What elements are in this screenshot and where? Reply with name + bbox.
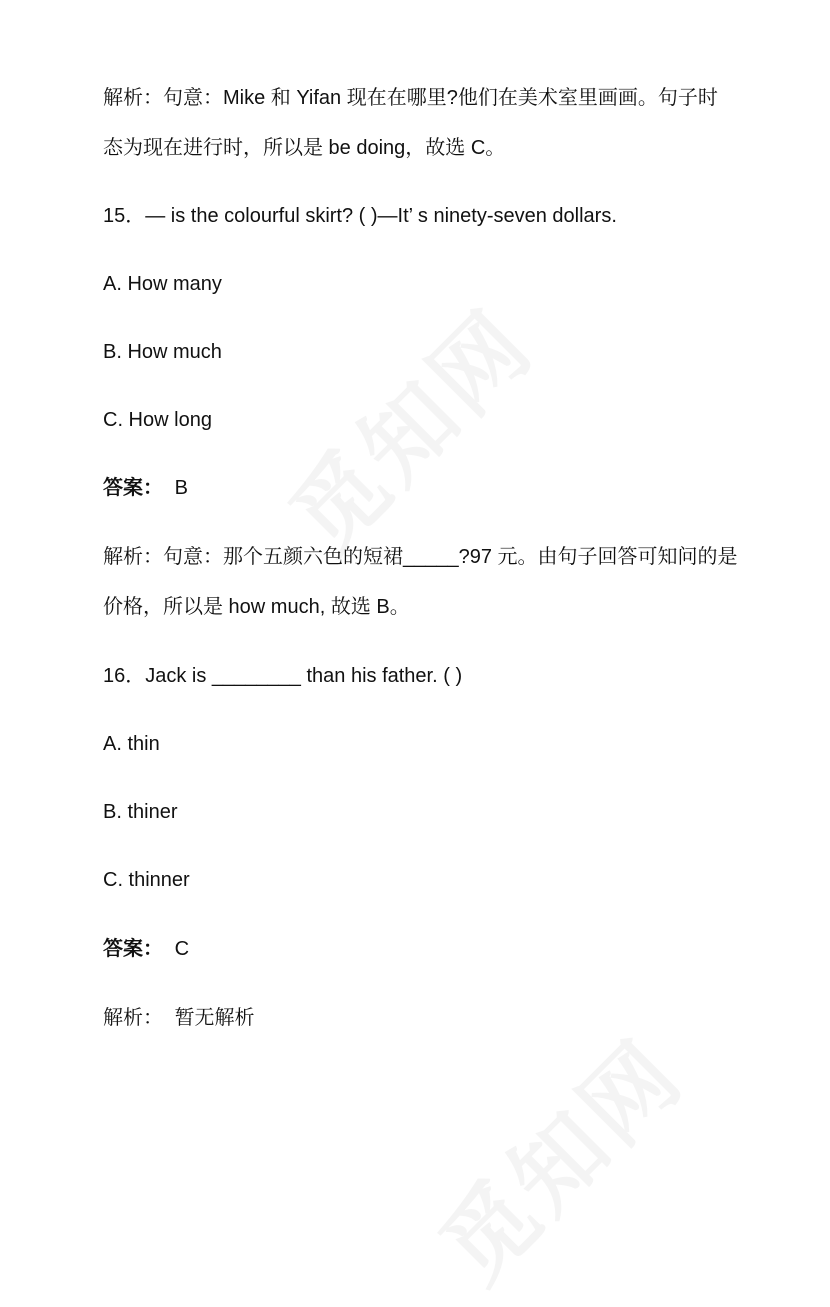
q16-answer	[103, 935, 189, 963]
watermark-bottom	[406, 1005, 707, 1306]
q15-answer-label: 答案：	[103, 477, 163, 499]
q14-analysis-line2: 态为现在进行时，所以是 be doing，故选 C。	[103, 137, 506, 159]
q15-analysis-line2: 价格，所以是 how much, 故选 B。	[103, 596, 410, 618]
q16-analysis	[103, 1004, 255, 1032]
q16-stem: 16．Jack is ________ than his father. ( )	[103, 665, 463, 687]
q14-analysis-line1: 解析：句意：Mike 和 Yifan 现在在哪里?他们在美术室里画画。句子时	[103, 87, 718, 109]
q16-answer-value: C	[174, 938, 190, 960]
q16-option-c: C. thinner	[103, 869, 190, 891]
q15-stem: 15．— is the colourful skirt? ( )—It’ s ninety-seven dollars.	[103, 205, 617, 227]
q15-answer-value: B	[174, 477, 188, 499]
q16-option-b: B. thiner	[103, 801, 178, 823]
q15-answer	[103, 474, 188, 502]
q16-option-a: A. thin	[103, 733, 160, 755]
q16-analysis-label: 解析：	[103, 1007, 163, 1029]
q16-analysis-value: 暂无解析	[174, 1007, 255, 1029]
q15-option-a: A. How many	[103, 273, 222, 295]
q15-option-b: B. How much	[103, 341, 222, 363]
q16-answer-label: 答案：	[103, 938, 163, 960]
q15-option-c: C. How long	[103, 409, 212, 431]
q15-analysis-line1: 解析：句意：那个五颜六色的短裙_____?97 元。由句子回答可知问的是	[103, 546, 738, 568]
watermark	[256, 275, 557, 576]
